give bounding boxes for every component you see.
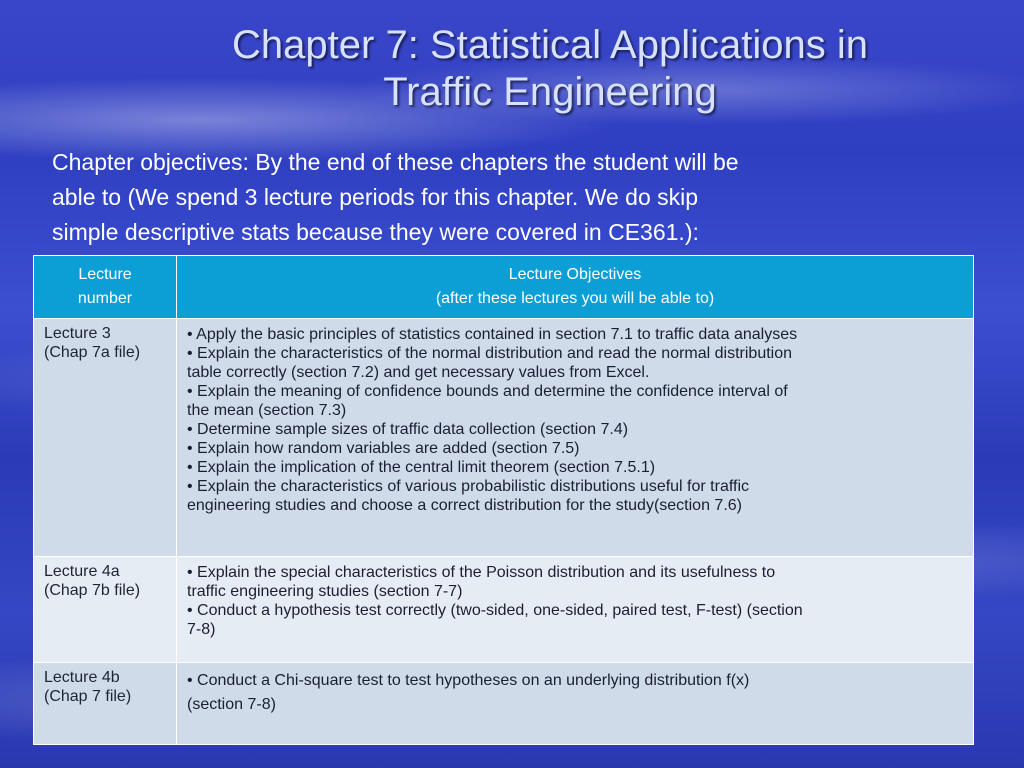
objective-line: • Explain the implication of the central limit theorem (section 7.5.1) <box>187 459 656 476</box>
objective-line: • Determine sample sizes of traffic data collection (section 7.4) <box>187 421 629 438</box>
lecture-cell <box>34 663 177 745</box>
slide-title <box>150 22 950 116</box>
objective-line: • Apply the basic principles of statistics contained in section 7.1 to traffic data analyses <box>187 326 798 343</box>
objective-line: (section 7-8) <box>187 696 276 713</box>
lecture-file: (Chap 7b file) <box>44 582 141 599</box>
header-objectives-line-1: Lecture Objectives <box>508 266 642 283</box>
lecture-file: (Chap 7 file) <box>44 688 132 705</box>
objectives-cell <box>177 663 974 745</box>
objective-line: 7-8) <box>187 621 216 638</box>
objective-line: table correctly (section 7.2) and get necessary values from Excel. <box>187 364 650 381</box>
chapter-objectives-intro <box>52 145 952 250</box>
lecture-objectives-table <box>33 255 974 745</box>
objective-line: traffic engineering studies (section 7-7) <box>187 583 463 600</box>
header-lecture-line-1: Lecture <box>78 266 132 283</box>
title-line-2: Traffic Engineering <box>383 70 717 114</box>
objective-line: • Conduct a hypothesis test correctly (two-sided, one-sided, paired test, F-test) (section <box>187 602 803 619</box>
lecture-file: (Chap 7a file) <box>44 344 141 361</box>
objective-line: • Explain the characteristics of various probabilistic distributions useful for traffic <box>187 478 749 495</box>
intro-line-3: simple descriptive stats because they were covered in CE361.): <box>52 219 699 245</box>
intro-line-1: Chapter objectives: By the end of these chapters the student will be <box>52 149 739 175</box>
lecture-name: Lecture 4b <box>44 669 120 686</box>
header-lecture-number <box>34 256 177 319</box>
lecture-cell <box>34 557 177 663</box>
objective-line: engineering studies and choose a correct distribution for the study(section 7.6) <box>187 497 742 514</box>
objective-line: • Explain the meaning of confidence bounds and determine the confidence interval of <box>187 383 788 400</box>
objectives-cell <box>177 319 974 557</box>
objective-line: • Explain how random variables are added (section 7.5) <box>187 440 580 457</box>
table-header-row <box>34 256 974 319</box>
table-row <box>34 663 974 745</box>
lecture-name: Lecture 4a <box>44 563 120 580</box>
objective-line: the mean (section 7.3) <box>187 402 347 419</box>
objective-line: • Explain the special characteristics of the Poisson distribution and its usefulness to <box>187 564 776 581</box>
lecture-cell <box>34 319 177 557</box>
lecture-name: Lecture 3 <box>44 325 111 342</box>
table-row <box>34 557 974 663</box>
table-row <box>34 319 974 557</box>
header-lecture-objectives <box>177 256 974 319</box>
intro-line-2: able to (We spend 3 lecture periods for this chapter. We do skip <box>52 184 699 210</box>
title-line-1: Chapter 7: Statistical Applications in <box>232 23 868 67</box>
header-objectives-line-2: (after these lectures you will be able to) <box>435 290 715 307</box>
objective-line: • Conduct a Chi-square test to test hypotheses on an underlying distribution f(x) <box>187 672 750 689</box>
header-lecture-line-2: number <box>77 290 133 307</box>
objective-line: • Explain the characteristics of the normal distribution and read the normal distribution <box>187 345 793 362</box>
objectives-cell <box>177 557 974 663</box>
